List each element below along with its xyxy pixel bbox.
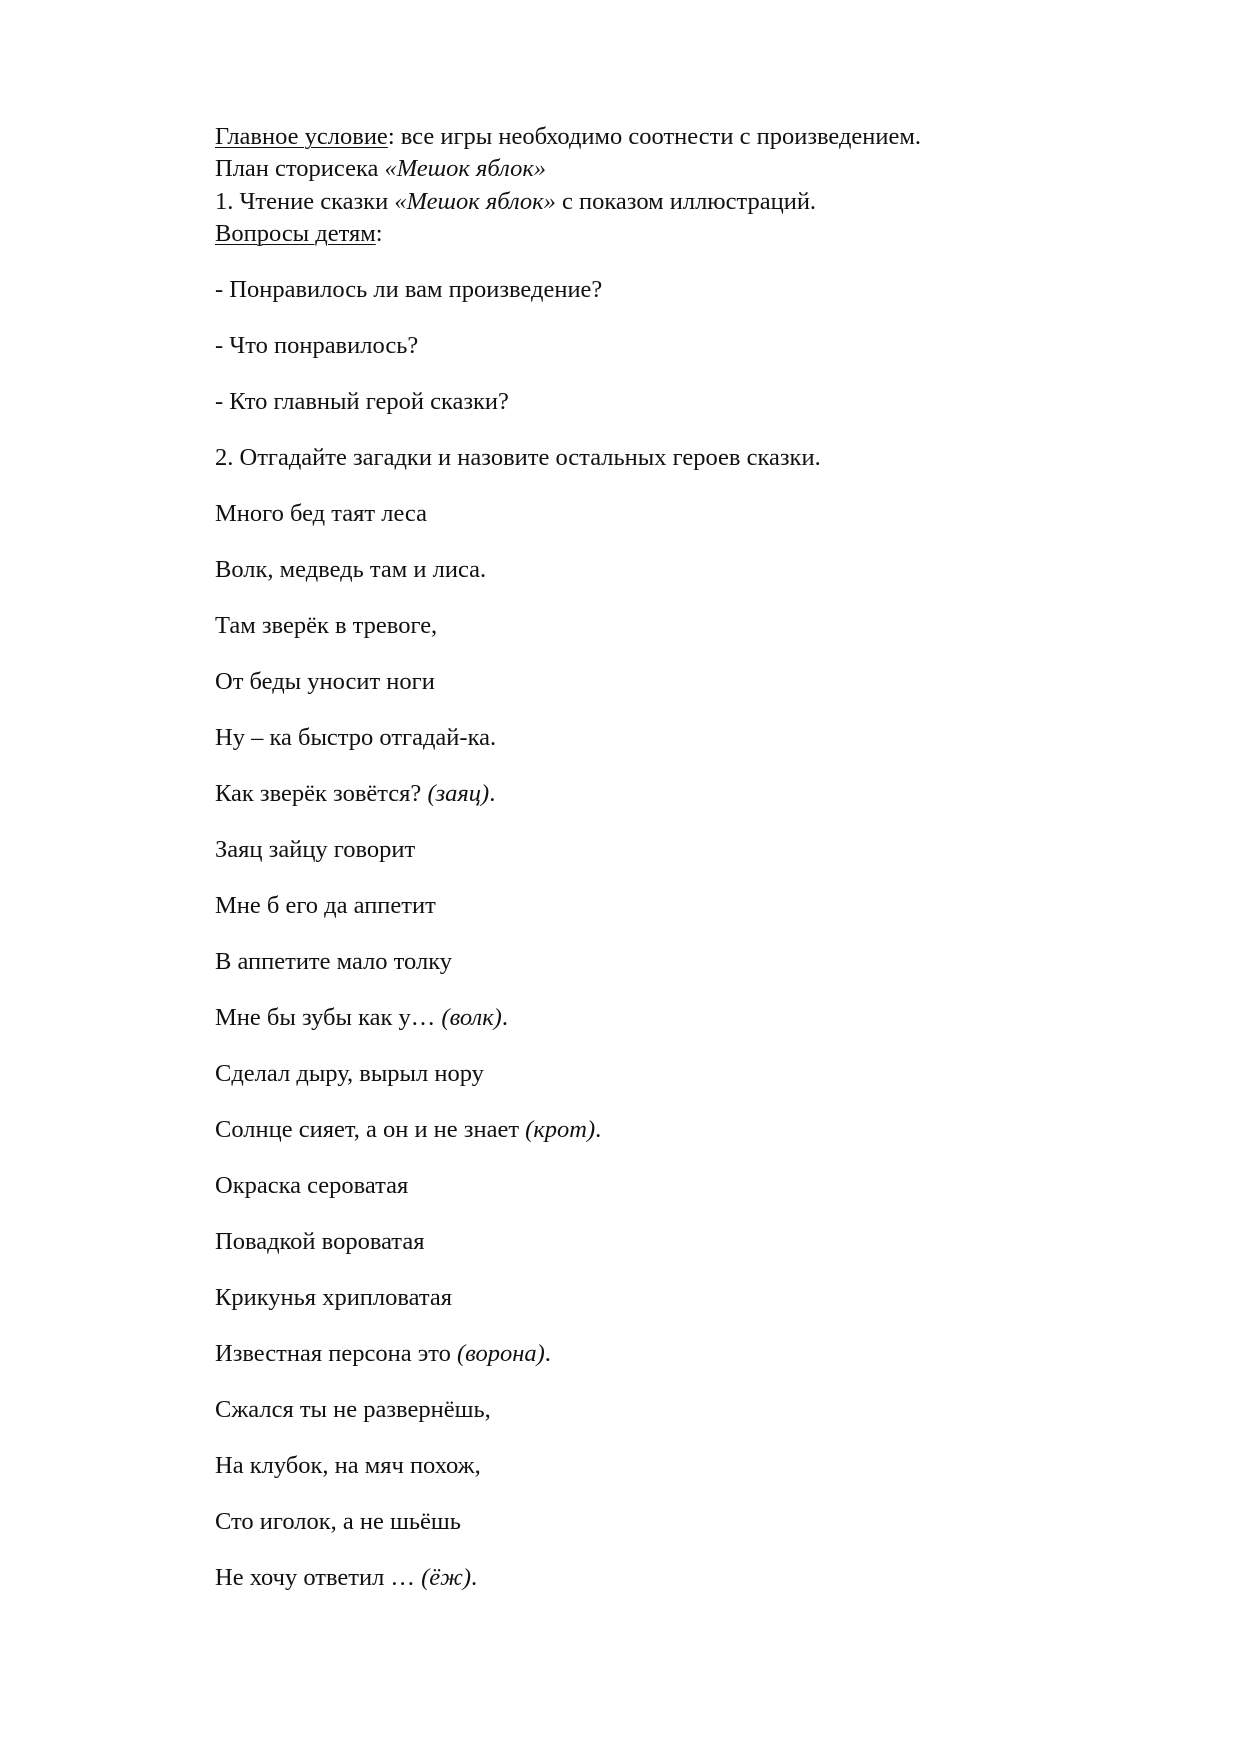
main-condition-text: : все игры необходимо соотнести с произведением.	[387, 123, 922, 150]
riddle-line: Заяц зайцу говорит	[215, 836, 416, 863]
riddle-line: Сжался ты не развернёшь,	[215, 1396, 491, 1423]
period: .	[471, 1564, 478, 1591]
plan-prefix: План сторисека	[215, 155, 385, 182]
questions-colon: :	[375, 220, 383, 247]
riddle-answer: (ворона)	[457, 1340, 545, 1367]
main-condition-line	[215, 125, 921, 150]
step1-suffix: с показом иллюстраций.	[555, 188, 817, 215]
period: .	[489, 780, 496, 807]
step1-line	[215, 190, 816, 215]
question-line: - Что понравилось?	[215, 332, 419, 359]
riddle-line: Там зверёк в тревоге,	[215, 612, 438, 639]
riddle-text: Известная персона это	[215, 1340, 457, 1367]
question-line: - Понравилось ли вам произведение?	[215, 276, 603, 303]
riddle-answer: (волк)	[441, 1004, 502, 1031]
riddle-answer-line	[215, 1118, 601, 1143]
riddle-line: Волк, медведь там и лиса.	[215, 556, 487, 583]
riddle-line: Много бед таят леса	[215, 500, 427, 527]
riddle-line: Сто иголок, а не шьёшь	[215, 1508, 461, 1535]
riddle-line: Ну – ка быстро отгадай-ка.	[215, 724, 497, 751]
riddle-answer: (крот)	[525, 1116, 596, 1143]
riddle-line: Крикунья хрипловатая	[215, 1284, 453, 1311]
questions-label: Вопросы детям	[215, 220, 376, 247]
riddle-answer-line	[215, 782, 495, 807]
riddle-answer-line	[215, 1006, 508, 1031]
step1-prefix: 1. Чтение сказки	[215, 188, 395, 215]
plan-line	[215, 157, 546, 182]
riddle-text: Мне бы зубы как у…	[215, 1004, 442, 1031]
riddle-line: Окраска сероватая	[215, 1172, 409, 1199]
question-line: - Кто главный герой сказки?	[215, 388, 509, 415]
riddle-line: На клубок, на мяч похож,	[215, 1452, 481, 1479]
riddle-answer: (заяц)	[427, 780, 490, 807]
riddle-line: Повадкой вороватая	[215, 1228, 425, 1255]
period: .	[544, 1340, 551, 1367]
step1-title: «Мешок яблок»	[394, 188, 556, 215]
riddle-line: Мне б его да аппетит	[215, 892, 436, 919]
riddle-answer-line	[215, 1342, 551, 1367]
riddle-text: Как зверёк зовётся?	[215, 780, 428, 807]
step2-line: 2. Отгадайте загадки и назовите остальных героев сказки.	[215, 444, 821, 471]
riddle-line: В аппетите мало толку	[215, 948, 453, 975]
riddle-answer: (ёж)	[421, 1564, 472, 1591]
riddle-text: Солнце сияет, а он и не знает	[215, 1116, 526, 1143]
riddle-answer-line	[215, 1566, 477, 1591]
riddle-line: От беды уносит ноги	[215, 668, 435, 695]
riddle-line: Сделал дыру, вырыл нору	[215, 1060, 484, 1087]
period: .	[595, 1116, 602, 1143]
plan-title: «Мешок яблок»	[384, 155, 547, 182]
main-condition-label: Главное условие	[215, 123, 388, 150]
riddle-text: Не хочу ответил …	[215, 1564, 422, 1591]
period: .	[501, 1004, 508, 1031]
questions-heading	[215, 222, 383, 247]
